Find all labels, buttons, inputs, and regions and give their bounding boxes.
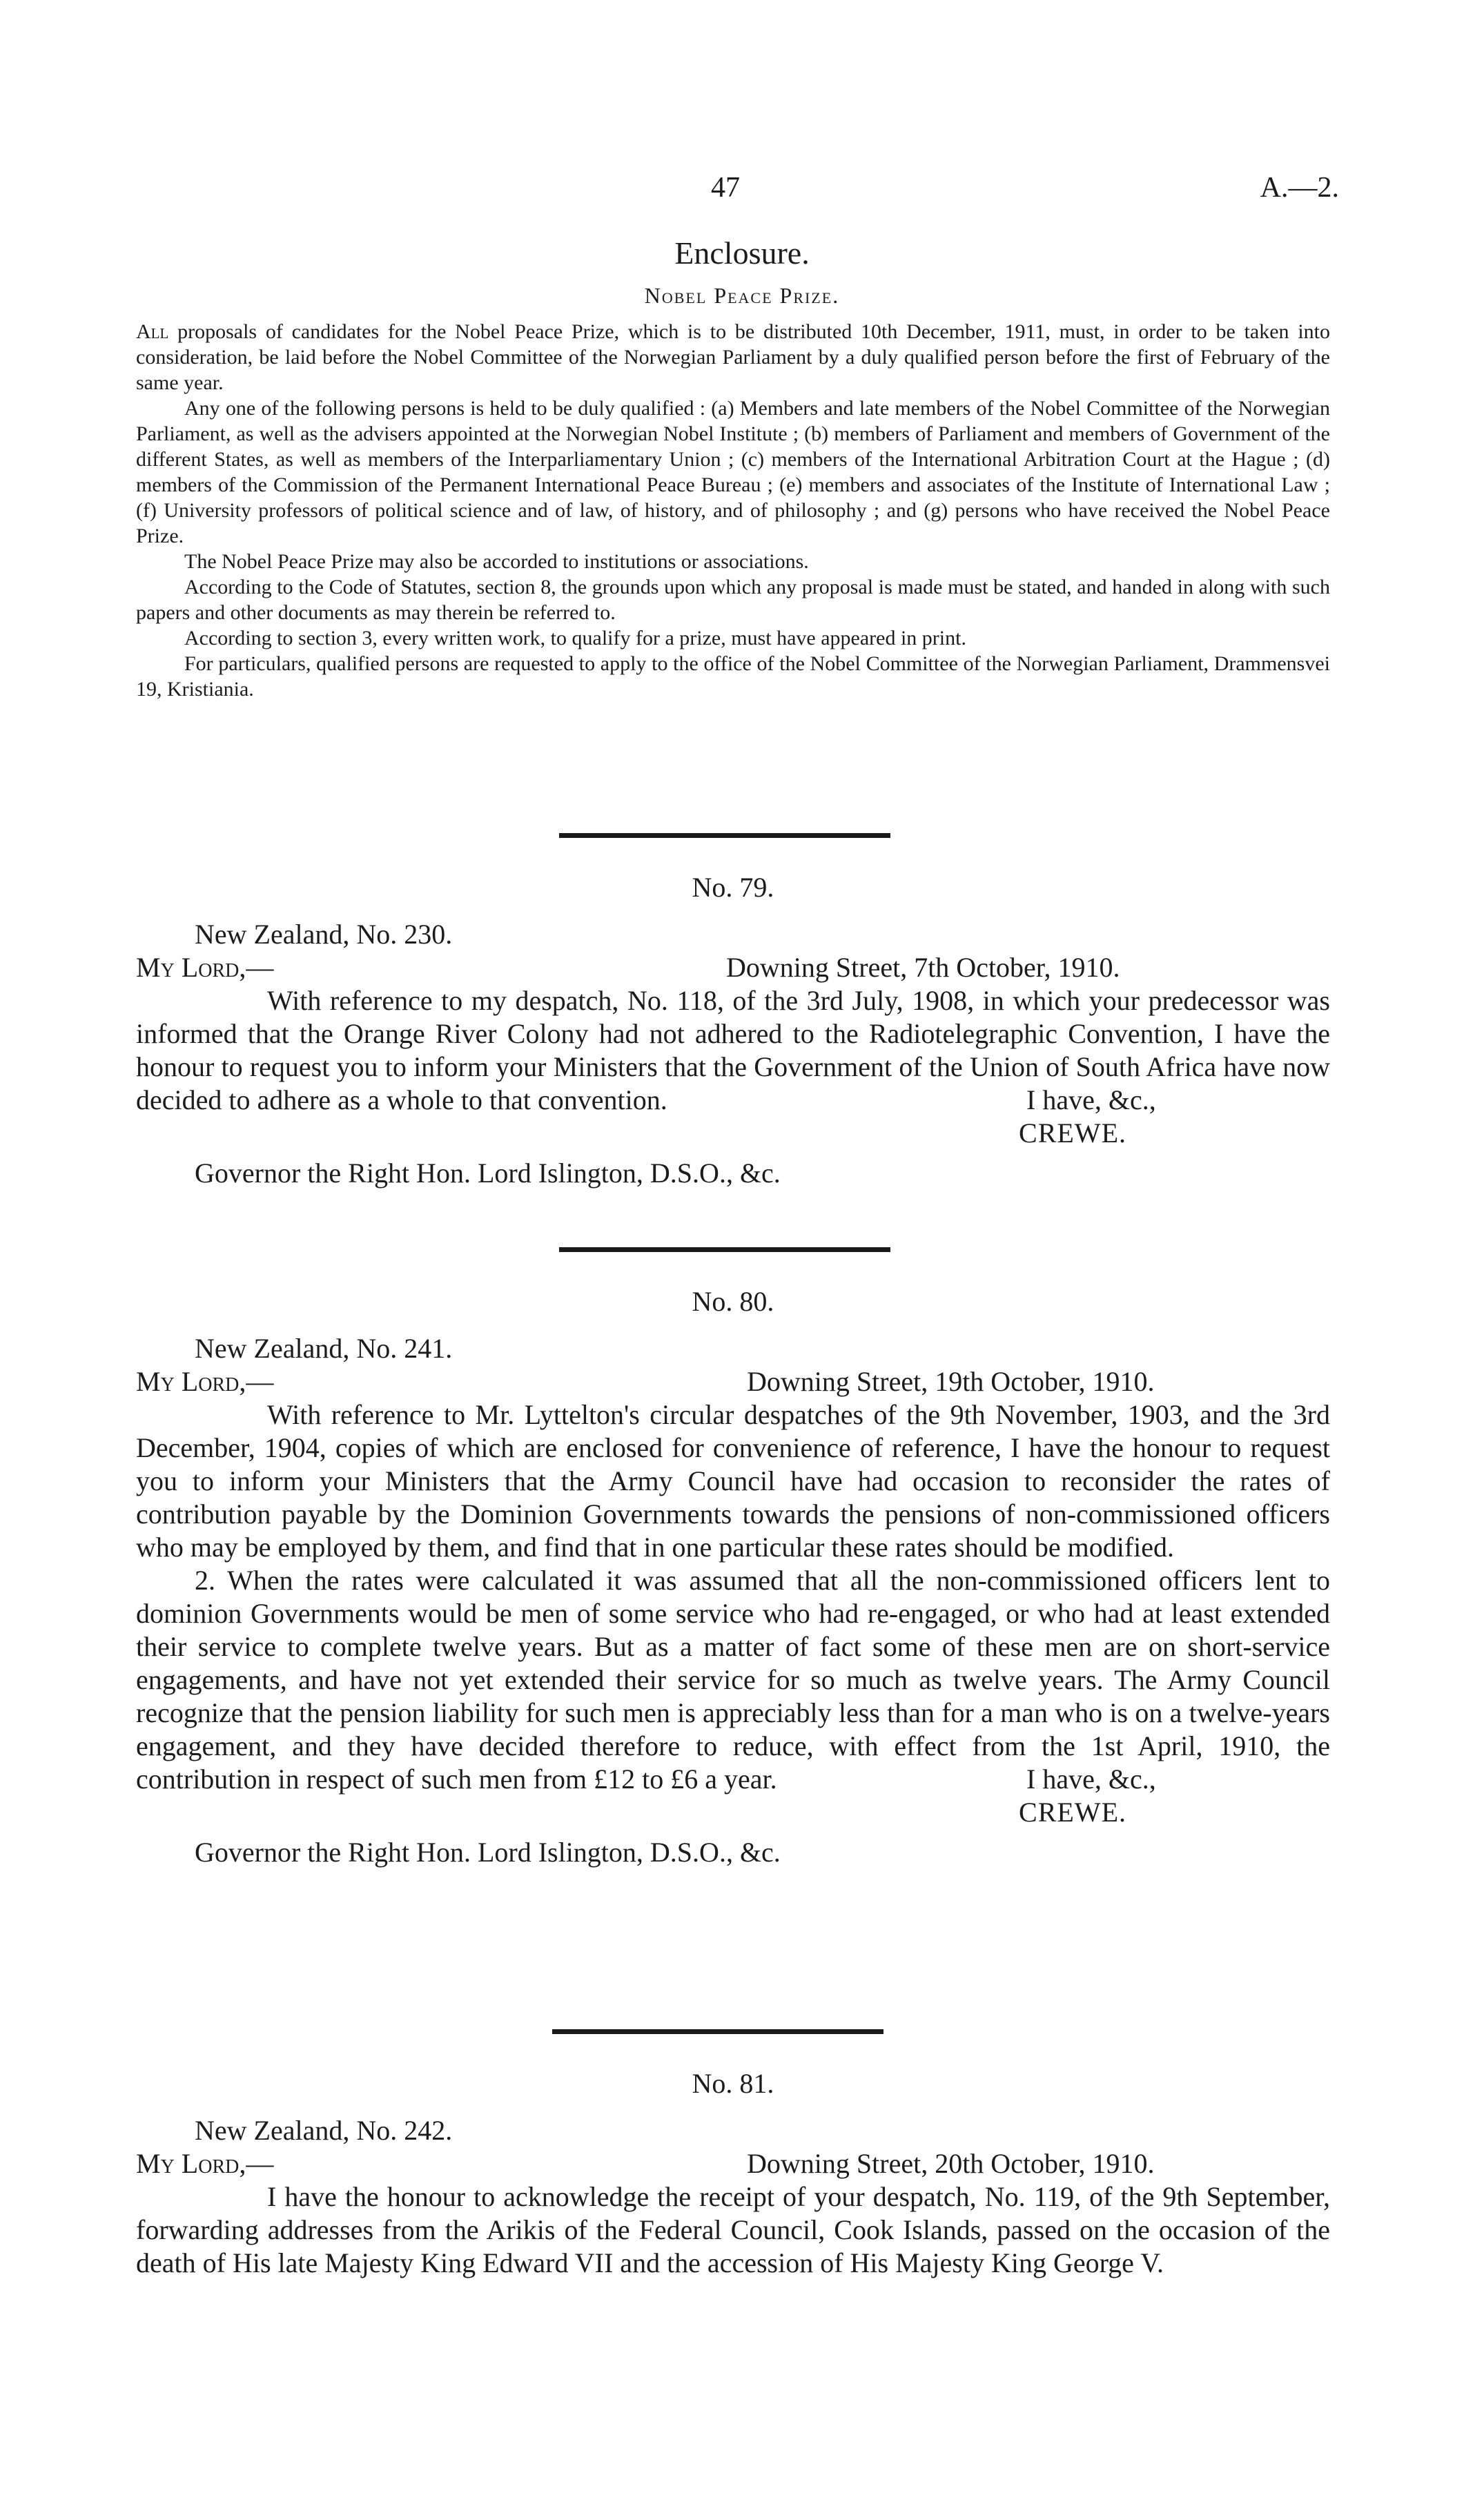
nz-reference: New Zealand, No. 242. — [195, 2115, 453, 2146]
closing: I have, &c., — [1026, 1763, 1156, 1795]
enclosure-paragraph: For particulars, qualified persons are requested to apply to the office of the Nobel Committee of the Norwegian Parliament, Drammensvei 19, Kristiania. — [136, 652, 1330, 701]
salutation: My Lord,— — [136, 2148, 274, 2179]
document-reference: A.—2. — [1260, 172, 1339, 204]
page-header — [0, 171, 1484, 213]
letter-paragraph: With reference to my despatch, No. 118, of the 3rd July, 1908, in which your predecessor was informed that the Orange River Colony had not adhered to the Radiotelegraphic Convention, I have the honour to request you to inform your Ministers that the Government of the Union of South Africa have now decided to adhere as a whole to that convention. — [136, 985, 1330, 1115]
nz-reference: New Zealand, No. 241. — [195, 1333, 453, 1364]
letter-date: Downing Street, 20th October, 1910. — [747, 2148, 1155, 2179]
closing-line — [136, 1084, 1330, 1117]
enclosure-paragraph: According to section 3, every written work, to qualify for a prize, must have appeared in print. — [184, 627, 966, 649]
enclosure-title: Enclosure. — [674, 235, 810, 271]
closing-line — [136, 1763, 1330, 1796]
letter-number: No. 80. — [692, 1286, 774, 1317]
closing: I have, &c., — [1026, 1084, 1156, 1115]
salutation: My Lord,— — [136, 1366, 274, 1397]
letter-80 — [136, 1285, 1330, 1869]
addressee: Governor the Right Hon. Lord Islington, D.S.O., &c. — [195, 1837, 781, 1868]
enclosure-subtitle: Nobel Peace Prize. — [644, 283, 840, 308]
signature: CREWE. — [1019, 1117, 1126, 1149]
nz-reference: New Zealand, No. 230. — [195, 919, 453, 950]
enclosure-paragraph: All proposals of candidates for the Nobel Peace Prize, which is to be distributed 10th December, 1911, must, in order to be taken into consideration, be laid before the Nobel Committee of the Norwegian Parliament by a duly qualified person before the first of February of the same year. — [136, 320, 1330, 394]
salutation: My Lord,— — [136, 952, 274, 983]
letter-79 — [136, 871, 1330, 1190]
letter-paragraph: I have the honour to acknowledge the receipt of your despatch, No. 119, of the 9th September, forwarding addresses from the Arikis of the Federal Council, Cook Islands, passed on the occasion of the death of His late Majesty King Edward VII and the accession of His Majesty King George V. — [136, 2181, 1330, 2278]
enclosure-paragraph: The Nobel Peace Prize may also be accorded to institutions or associations. — [184, 550, 809, 573]
letter-date: Downing Street, 7th October, 1910. — [726, 952, 1120, 983]
page-number: 47 — [711, 172, 740, 204]
section-divider — [559, 1247, 890, 1252]
addressee: Governor the Right Hon. Lord Islington, D.S.O., &c. — [195, 1157, 781, 1189]
letter-number: No. 81. — [692, 2068, 774, 2099]
letter-paragraph: With reference to Mr. Lyttelton's circular despatches of the 9th November, 1903, and the 3rd December, 1904, copies of which are enclosed for convenience of reference, I have the honour to request you to inform your Ministers that the Army Council have had occasion to reconsider the rates of contribution payable by the Dominion Governments towards the pensions of non-commissioned officers who may be employed by them, and find that in one particular these rates should be modified. — [136, 1399, 1330, 1563]
letter-number: No. 79. — [692, 872, 774, 903]
signature: CREWE. — [1019, 1797, 1126, 1828]
enclosure-text — [136, 319, 1330, 702]
letter-heading — [136, 2147, 1330, 2180]
section-divider — [559, 833, 890, 838]
paragraph-lead: All — [136, 320, 169, 343]
enclosure-paragraph: According to the Code of Statutes, section 8, the grounds upon which any proposal is made must be stated, and handed in along with such papers and other documents as may therein be referred to. — [136, 576, 1330, 624]
letter-paragraph: 2. When the rates were calculated it was assumed that all the non-commissioned officers lent to dominion Governments would be men of some service who had re-engaged, or who had at least extended their service to complete twelve years. But as a matter of fact some of these men are on short-service engagements, and have not yet extended their service for so much as twelve years. The Army Council recognize that the pension liability for such men is appreciably less than for a man who is on a twelve-years engagement, and they have decided therefore to reduce, with effect from the 1st April, 1910, the contribution in respect of such men from £12 to £6 a year. — [136, 1565, 1330, 1795]
letter-heading — [136, 1365, 1330, 1398]
letter-heading — [136, 951, 1330, 984]
letter-81 — [136, 2067, 1330, 2280]
enclosure-paragraph: Any one of the following persons is held to be duly qualified : (a) Members and late members of the Nobel Committee of the Norwegian Parliament, as well as the advisers appointed at the Norwegian Nobel Institute ; (b) members of Parliament and members of Government of the different States, as well as members of the Interparliamentary Union ; (c) members of the International Arbitration Court at the Hague ; (d) members of the Commission of the Permanent International Peace Bureau ; (e) members and associates of the Institute of International Law ; (f) University professors of political science and of law, of history, and of philosophy ; and (g) persons who have received the Nobel Peace Prize. — [136, 397, 1330, 547]
letter-date: Downing Street, 19th October, 1910. — [747, 1366, 1155, 1397]
section-divider — [552, 2029, 883, 2034]
